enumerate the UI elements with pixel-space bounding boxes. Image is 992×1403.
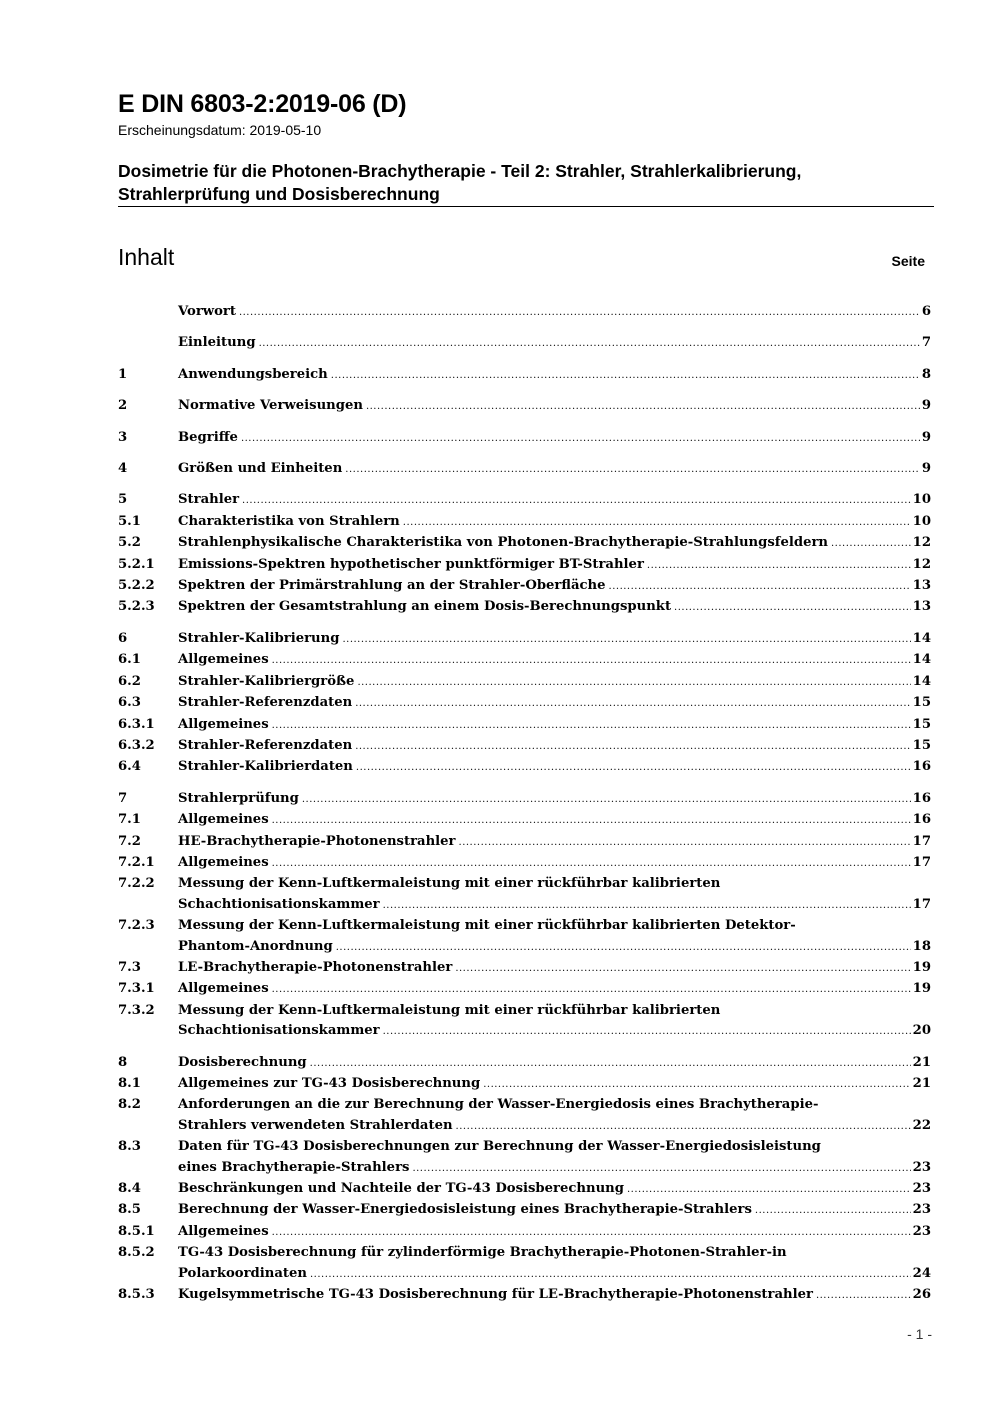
toc-entry[interactable] — [118, 302, 931, 323]
toc-entry-number: 5.2.1 — [118, 556, 155, 572]
toc-entry-number: 4 — [118, 461, 128, 477]
toc-entry-number — [118, 302, 178, 323]
toc-entry[interactable] — [118, 672, 931, 693]
toc-dot-leader — [272, 854, 911, 874]
toc-entry-page: 9 — [921, 398, 931, 414]
toc-dot-leader — [272, 716, 911, 736]
toc-entry-number: 8.2 — [118, 1097, 141, 1113]
toc-page-label: Seite — [891, 253, 925, 269]
toc-entry-title: Allgemeines — [178, 652, 269, 668]
toc-entry-page: 18 — [912, 938, 931, 954]
toc-entry-page: 26 — [912, 1287, 931, 1303]
toc-entry-title: Anforderungen an die zur Berechnung der Wasser-Energiedosis eines Brachytherapie- — [178, 1097, 819, 1113]
toc-dot-leader — [242, 491, 911, 511]
toc-entry-number: 7.2.3 — [118, 918, 155, 934]
toc-entry-page: 10 — [912, 513, 931, 529]
toc-entry-title: Beschränkungen und Nachteile der TG-43 Dosisberechnung — [178, 1181, 624, 1197]
toc-entry-page: 19 — [912, 959, 931, 975]
toc-entry[interactable] — [118, 853, 931, 874]
toc-dot-leader — [342, 630, 910, 650]
toc-entry-title: Phantom-Anordnung — [178, 938, 333, 954]
toc-entry-number: 7.3 — [118, 959, 141, 975]
toc-entry-title: Allgemeines — [178, 716, 269, 732]
toc-entry-title: Allgemeines — [178, 981, 269, 997]
toc-entry-page: 14 — [912, 673, 931, 689]
toc-entry-page: 21 — [912, 1054, 931, 1070]
toc-entry-page: 15 — [912, 695, 931, 711]
toc-entry-number: 6 — [118, 630, 128, 646]
toc-entry-number: 6.2 — [118, 673, 141, 689]
toc-entry[interactable] — [118, 789, 931, 810]
toc-entry-number: 5.1 — [118, 513, 141, 529]
toc-entry-number: 7.3.2 — [118, 1002, 155, 1018]
toc-entry-title: Strahler-Kalibrierung — [178, 630, 340, 646]
toc-entry-title: Begriffe — [178, 429, 238, 445]
toc-entry-title: Strahler-Kalibriergröße — [178, 673, 355, 689]
table-of-contents — [118, 302, 931, 1306]
toc-entry-number: 8.5.1 — [118, 1223, 155, 1239]
toc-entry-title: Daten für TG-43 Dosisberechnungen zur Berechnung der Wasser-Energiedosisleistung — [178, 1139, 821, 1155]
toc-dot-leader — [345, 460, 920, 480]
toc-dot-leader — [355, 694, 910, 714]
toc-entry-number: 5 — [118, 492, 128, 508]
toc-entry-number: 5.2.2 — [118, 578, 155, 594]
toc-entry-page: 20 — [912, 1023, 931, 1039]
toc-entry-title: Strahlenphysikalische Charakteristika von Photonen-Brachytherapie-Strahlungsfeldern — [178, 535, 828, 551]
toc-entry-number: 7.2 — [118, 833, 141, 849]
toc-entry[interactable] — [118, 1200, 931, 1221]
toc-entry-page: 16 — [912, 812, 931, 828]
toc-dot-leader — [331, 366, 920, 386]
toc-entry-page: 17 — [912, 833, 931, 849]
toc-entry-title: Spektren der Gesamtstrahlung an einem Dosis-Berechnungspunkt — [178, 599, 672, 615]
toc-entry-title: Schachtionisationskammer — [178, 896, 380, 912]
toc-entry[interactable] — [118, 396, 931, 417]
toc-entry-title: Kugelsymmetrische TG-43 Dosisberechnung für LE-Brachytherapie-Photonenstrahler — [178, 1287, 813, 1303]
toc-entry-title: Strahler-Referenzdaten — [178, 737, 353, 753]
toc-dot-leader — [272, 811, 911, 831]
toc-entry-title: HE-Brachytherapie-Photonenstrahler — [178, 833, 456, 849]
toc-entry[interactable] — [118, 597, 931, 618]
document-title — [118, 160, 938, 206]
toc-entry-number: 7 — [118, 790, 128, 806]
toc-entry-title: Allgemeines — [178, 854, 269, 870]
toc-entry-title: Normative Verweisungen — [178, 398, 363, 414]
toc-entry-number: 8.4 — [118, 1181, 141, 1197]
toc-entry-page: 15 — [912, 716, 931, 732]
toc-entry-page: 9 — [921, 429, 931, 445]
toc-entry-page: 19 — [912, 981, 931, 997]
toc-entry[interactable] — [118, 1179, 931, 1200]
toc-dot-leader — [241, 429, 920, 449]
toc-entry-title: LE-Brachytherapie-Photonenstrahler — [178, 959, 453, 975]
toc-entry[interactable] — [118, 715, 931, 736]
toc-entry-title: Vorwort — [178, 304, 236, 319]
toc-entry[interactable] — [118, 333, 931, 354]
toc-entry[interactable] — [118, 810, 931, 831]
toc-entry[interactable] — [118, 1137, 931, 1179]
toc-dot-leader — [609, 577, 911, 597]
toc-entry-number: 2 — [118, 398, 128, 414]
toc-entry-page: 13 — [912, 599, 931, 615]
toc-entry-number: 6.3.1 — [118, 716, 155, 732]
toc-dot-leader — [456, 1117, 911, 1137]
toc-entry-page: 23 — [912, 1202, 931, 1218]
toc-entry-page: 24 — [912, 1265, 931, 1281]
toc-entry-title: Strahler-Kalibrierdaten — [178, 759, 353, 775]
toc-entry[interactable] — [118, 832, 931, 853]
toc-dot-leader — [356, 758, 911, 778]
toc-entry-number: 6.3 — [118, 695, 141, 711]
toc-entry[interactable] — [118, 757, 931, 778]
toc-entry-title: Strahlers verwendeten Strahlerdaten — [178, 1117, 453, 1133]
toc-entry-page: 14 — [912, 630, 931, 646]
toc-entry-page: 21 — [912, 1076, 931, 1091]
toc-entry-title: Charakteristika von Strahlern — [178, 513, 400, 529]
toc-entry[interactable] — [118, 365, 931, 386]
toc-entry-number: 8.5 — [118, 1202, 141, 1218]
toc-entry-page: 23 — [912, 1223, 931, 1239]
toc-dot-leader — [483, 1075, 910, 1095]
toc-entry-title: Schachtionisationskammer — [178, 1023, 380, 1039]
toc-entry[interactable] — [118, 650, 931, 671]
toc-dot-leader — [259, 334, 920, 354]
toc-entry[interactable] — [118, 555, 931, 576]
toc-entry-title: Messung der Kenn-Luftkermaleistung mit einer rückführbar kalibrierten — [178, 876, 721, 892]
toc-entry-page: 14 — [912, 652, 931, 668]
toc-entry-title: Messung der Kenn-Luftkermaleistung mit einer rückführbar kalibrierten Detektor- — [178, 918, 796, 934]
toc-entry[interactable] — [118, 1074, 931, 1095]
toc-dot-leader — [412, 1159, 910, 1179]
toc-entry-title: Anwendungsbereich — [178, 366, 328, 382]
toc-dot-leader — [302, 790, 911, 810]
toc-entry-page: 12 — [912, 535, 931, 551]
toc-entry-number: 6.1 — [118, 652, 141, 668]
toc-entry-page: 12 — [912, 556, 931, 572]
toc-entry-number: 7.1 — [118, 812, 141, 828]
toc-dot-leader — [816, 1286, 911, 1306]
toc-entry-page: 23 — [912, 1181, 931, 1197]
toc-entry-page: 17 — [912, 854, 931, 870]
publication-date: Erscheinungsdatum: 2019-05-10 — [118, 122, 322, 138]
toc-entry-page: 6 — [921, 304, 931, 319]
toc-entry-number — [118, 333, 178, 354]
toc-entry[interactable] — [118, 736, 931, 757]
toc-heading: Inhalt — [118, 244, 175, 270]
toc-entry-title: Allgemeines zur TG-43 Dosisberechnung — [178, 1076, 481, 1091]
toc-dot-leader — [831, 534, 911, 554]
toc-dot-leader — [366, 397, 920, 417]
toc-entry-page: 10 — [912, 492, 931, 508]
toc-entry[interactable] — [118, 1243, 931, 1285]
toc-entry-page: 22 — [912, 1117, 931, 1133]
document-id: E DIN 6803-2:2019-06 (D) — [118, 90, 407, 118]
toc-dot-leader — [310, 1265, 911, 1285]
toc-entry[interactable] — [118, 512, 931, 533]
toc-entry-page: 23 — [912, 1159, 931, 1175]
toc-entry-page: 16 — [912, 790, 931, 806]
toc-entry-title: TG-43 Dosisberechnung für zylinderförmige Brachytherapie-Photonen-Strahler-in — [178, 1245, 787, 1261]
toc-entry-number: 7.3.1 — [118, 981, 155, 997]
toc-entry-number: 8.1 — [118, 1076, 141, 1091]
document-title-line: Strahlerprüfung und Dosisberechnung — [118, 184, 440, 204]
toc-dot-leader — [455, 959, 910, 979]
toc-entry-number: 6.3.2 — [118, 737, 155, 753]
toc-entry[interactable] — [118, 1095, 931, 1137]
toc-dot-leader — [755, 1201, 911, 1221]
toc-entry[interactable] — [118, 428, 931, 449]
toc-dot-leader — [647, 556, 911, 576]
toc-dot-leader — [403, 513, 911, 533]
toc-entry[interactable] — [118, 1222, 931, 1243]
toc-entry-title: Dosisberechnung — [178, 1054, 307, 1070]
toc-dot-leader — [272, 651, 911, 671]
toc-dot-leader — [627, 1180, 911, 1200]
toc-entry-title: Polarkoordinaten — [178, 1265, 307, 1281]
toc-entry-title: Strahler-Referenzdaten — [178, 695, 353, 711]
toc-dot-leader — [383, 896, 911, 916]
toc-entry[interactable] — [118, 490, 931, 511]
toc-entry-page: 15 — [912, 737, 931, 753]
toc-entry-title: eines Brachytherapie-Strahlers — [178, 1159, 410, 1175]
toc-dot-leader — [310, 1054, 911, 1074]
toc-entry[interactable] — [118, 533, 931, 554]
toc-entry[interactable] — [118, 958, 931, 979]
page-number: - 1 - — [907, 1326, 932, 1342]
toc-entry[interactable] — [118, 1285, 931, 1306]
toc-entry-number: 8.5.2 — [118, 1245, 155, 1261]
toc-entry-number: 6.4 — [118, 759, 141, 775]
toc-dot-leader — [272, 1223, 911, 1243]
toc-entry-number: 3 — [118, 429, 128, 445]
toc-entry[interactable] — [118, 693, 931, 714]
toc-entry-page: 7 — [921, 335, 931, 351]
toc-entry-title: Messung der Kenn-Luftkermaleistung mit einer rückführbar kalibrierten — [178, 1002, 721, 1018]
toc-entry[interactable] — [118, 459, 931, 480]
toc-entry[interactable] — [118, 916, 931, 958]
toc-entry[interactable] — [118, 874, 931, 916]
toc-entry[interactable] — [118, 1053, 931, 1074]
toc-entry-title: Allgemeines — [178, 1223, 269, 1239]
title-divider — [118, 206, 934, 207]
document-title-line: Dosimetrie für die Photonen-Brachytherapie - Teil 2: Strahler, Strahlerkalibrierung, — [118, 161, 802, 181]
toc-dot-leader — [674, 598, 911, 618]
toc-dot-leader — [239, 303, 920, 323]
toc-entry-title: Emissions-Spektren hypothetischer punktförmiger BT-Strahler — [178, 556, 644, 572]
toc-entry-title: Allgemeines — [178, 812, 269, 828]
toc-dot-leader — [355, 737, 910, 757]
toc-entry-number: 5.2 — [118, 535, 141, 551]
toc-entry-number: 8 — [118, 1054, 128, 1070]
toc-dot-leader — [336, 938, 911, 958]
toc-entry-title: Einleitung — [178, 335, 256, 351]
toc-entry-page: 17 — [912, 896, 931, 912]
toc-entry-page: 8 — [921, 366, 931, 382]
toc-dot-leader — [459, 833, 911, 853]
toc-entry-page: 13 — [912, 578, 931, 594]
toc-entry-title: Spektren der Primärstrahlung an der Strahler-Oberfläche — [178, 578, 606, 594]
toc-entry-number: 8.3 — [118, 1139, 141, 1155]
toc-entry[interactable] — [118, 576, 931, 597]
toc-dot-leader — [383, 1022, 911, 1042]
toc-entry[interactable] — [118, 629, 931, 650]
toc-entry-page: 9 — [921, 461, 931, 477]
toc-entry-number: 1 — [118, 366, 128, 382]
toc-dot-leader — [272, 980, 911, 1000]
toc-entry[interactable] — [118, 979, 931, 1000]
toc-entry[interactable] — [118, 1001, 931, 1043]
toc-entry-title: Berechnung der Wasser-Energiedosisleistung eines Brachytherapie-Strahlers — [178, 1202, 752, 1218]
toc-entry-number: 5.2.3 — [118, 599, 155, 615]
toc-entry-title: Strahler — [178, 492, 240, 508]
toc-dot-leader — [357, 673, 910, 693]
toc-entry-title: Größen und Einheiten — [178, 461, 343, 477]
toc-entry-page: 16 — [912, 759, 931, 775]
toc-entry-title: Strahlerprüfung — [178, 790, 299, 806]
toc-entry-number: 8.5.3 — [118, 1287, 155, 1303]
toc-entry-number: 7.2.2 — [118, 876, 155, 892]
toc-entry-number: 7.2.1 — [118, 854, 155, 870]
